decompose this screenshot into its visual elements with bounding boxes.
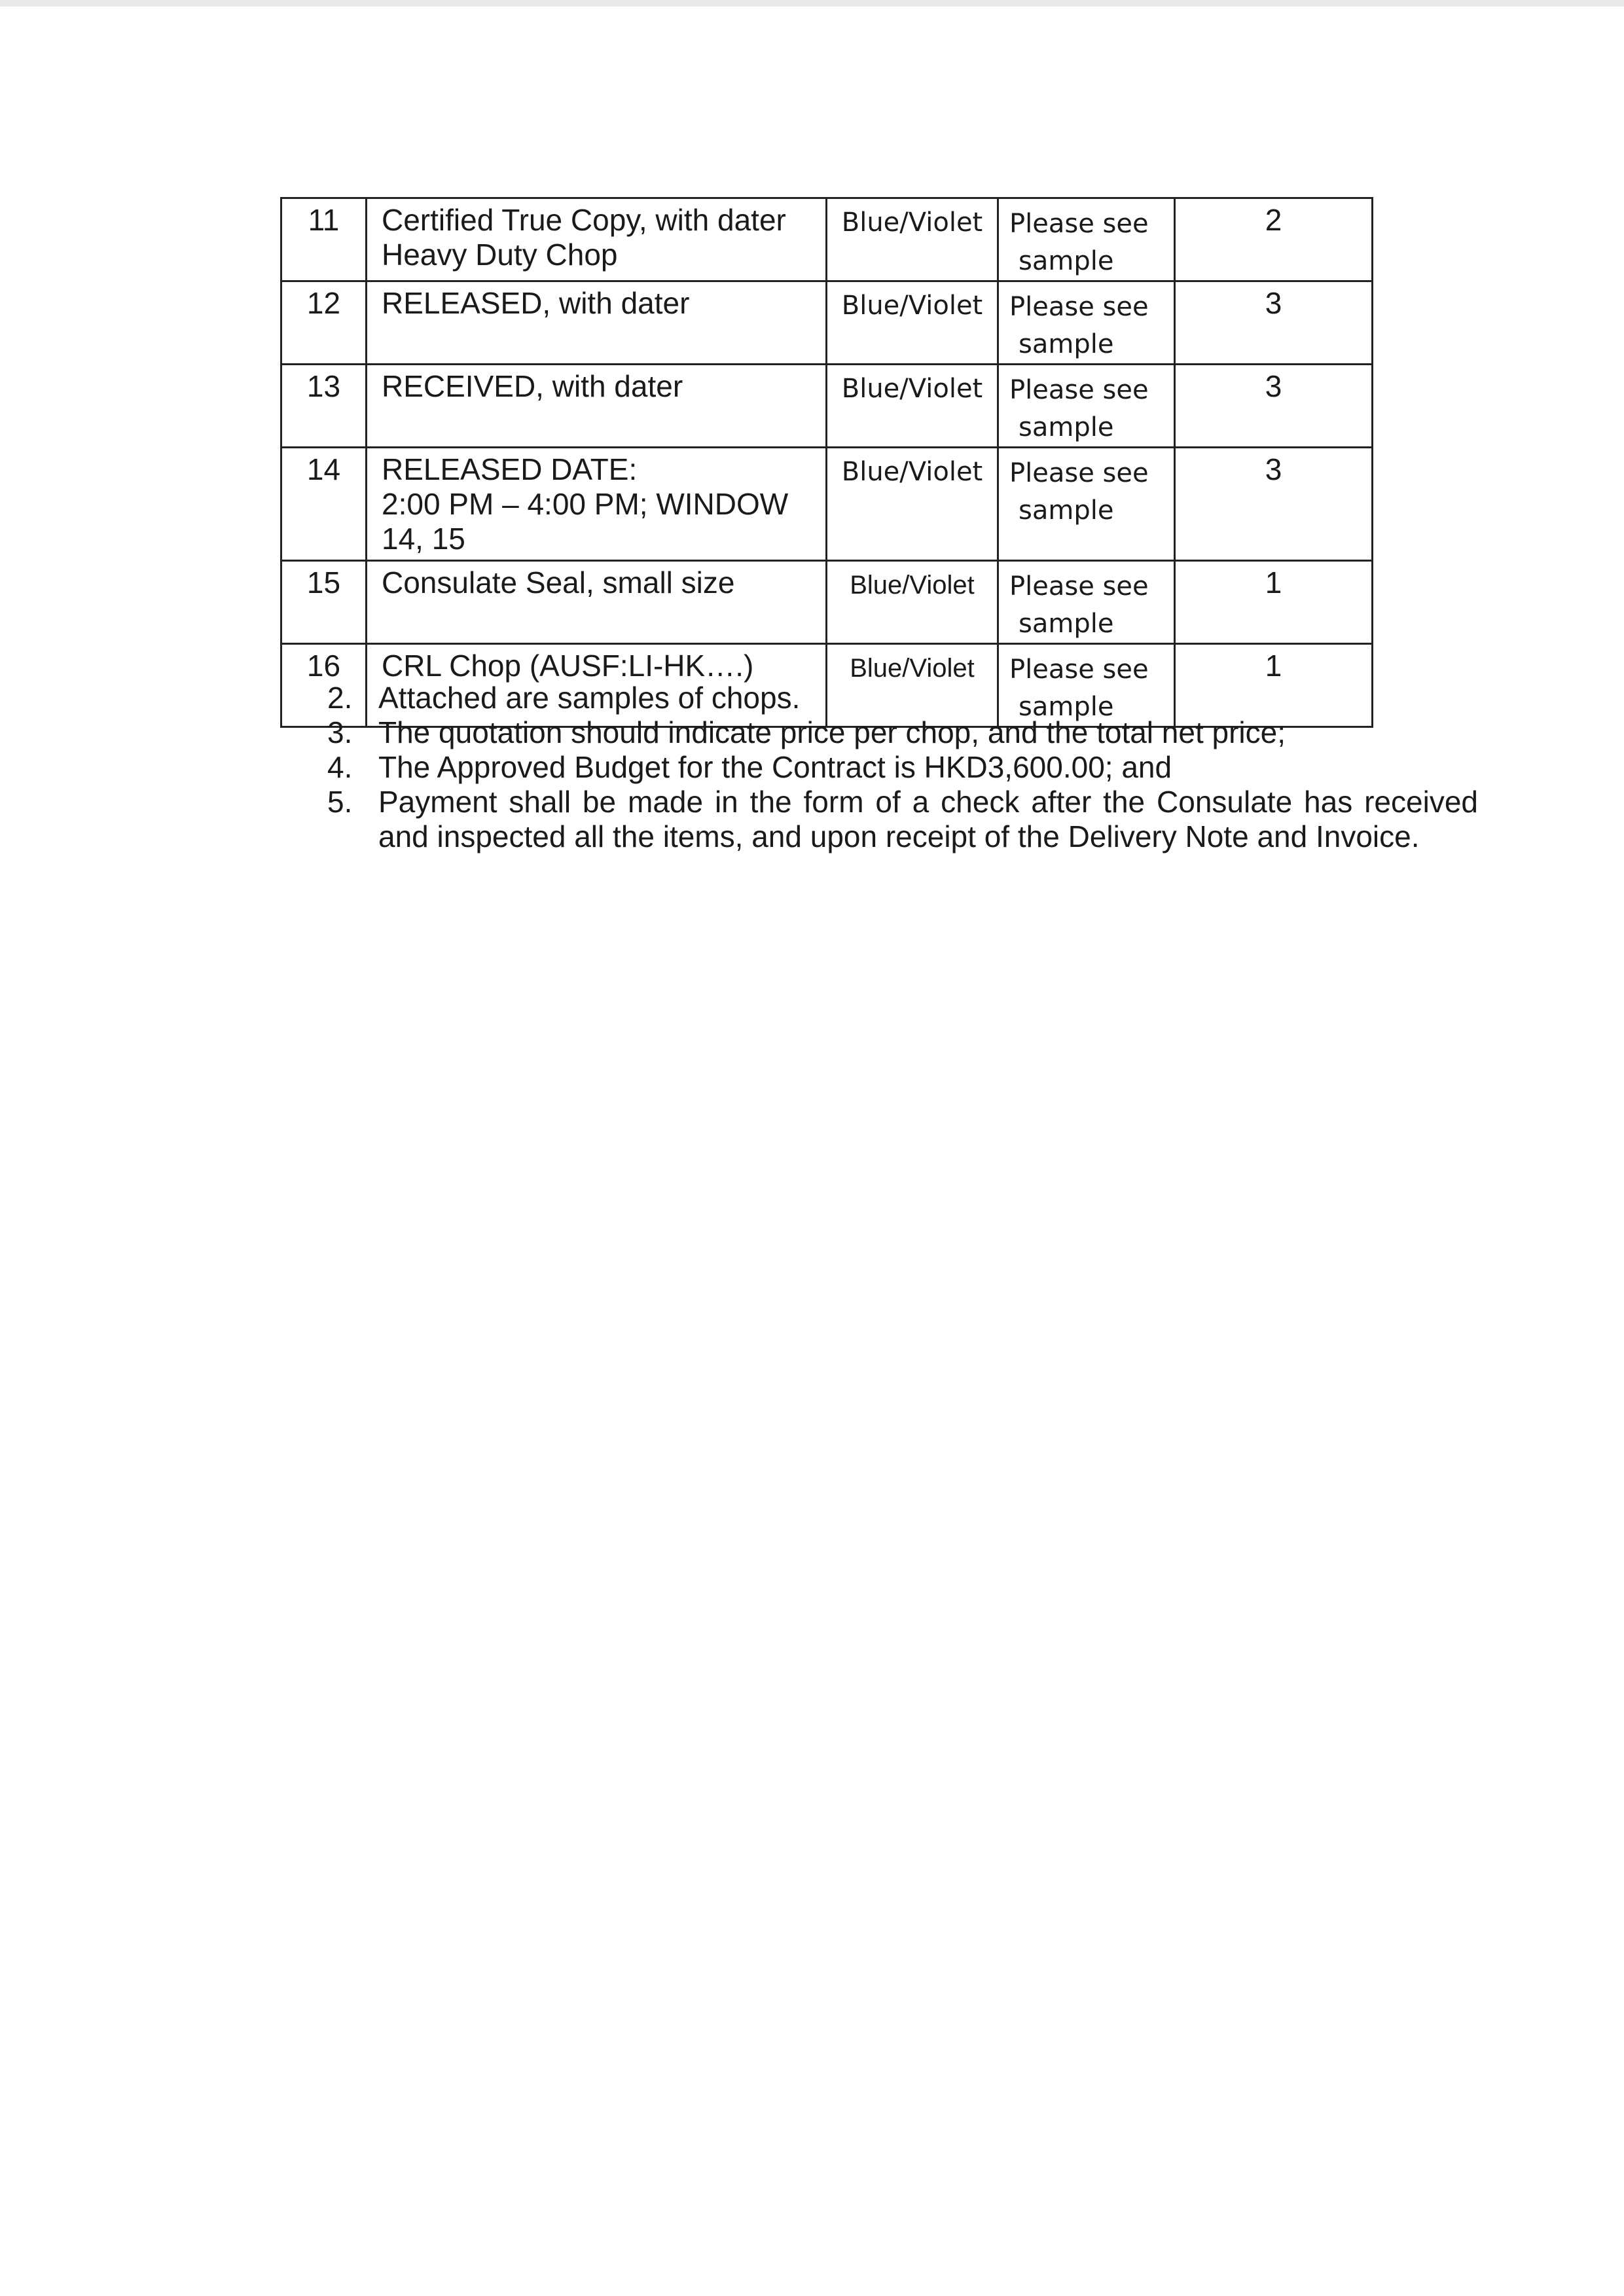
note-number: 4. xyxy=(327,750,353,784)
item-description: RELEASED DATE: 2:00 PM – 4:00 PM; WINDOW 14, 15 xyxy=(367,448,827,561)
item-number: 16 xyxy=(281,644,367,727)
note-text: Attached are samples of chops. xyxy=(378,681,801,715)
item-quantity: 1 xyxy=(1175,561,1373,644)
item-description: CRL Chop (AUSF:LI-HK….) xyxy=(367,644,827,727)
item-quantity: 3 xyxy=(1175,281,1373,365)
note-item xyxy=(327,715,1478,750)
table-row xyxy=(281,281,1373,365)
item-color: Blue/Violet xyxy=(827,644,998,727)
item-remark: Please see sample xyxy=(998,365,1175,448)
note-number: 3. xyxy=(327,715,353,749)
item-number: 12 xyxy=(281,281,367,365)
item-description: Certified True Copy, with dater Heavy Duty Chop xyxy=(367,198,827,281)
item-remark: Please see sample xyxy=(998,561,1175,644)
note-item xyxy=(327,681,1478,715)
item-quantity: 3 xyxy=(1175,448,1373,561)
item-description: Consulate Seal, small size xyxy=(367,561,827,644)
item-quantity: 3 xyxy=(1175,365,1373,448)
note-number: 2. xyxy=(327,681,353,715)
notes-list xyxy=(327,681,1478,854)
note-item xyxy=(327,750,1478,785)
note-item xyxy=(327,785,1478,854)
items-table xyxy=(280,197,1373,728)
item-color: Blue/Violet xyxy=(827,448,998,561)
table-row xyxy=(281,365,1373,448)
table-row xyxy=(281,561,1373,644)
item-color: Blue/Violet xyxy=(827,365,998,448)
item-description: RELEASED, with dater xyxy=(367,281,827,365)
table-row xyxy=(281,198,1373,281)
item-quantity: 1 xyxy=(1175,644,1373,727)
item-remark: Please see sample xyxy=(998,198,1175,281)
note-text: The Approved Budget for the Contract is HKD3,600.00; and xyxy=(378,750,1172,784)
note-text: Payment shall be made in the form of a check after the Consulate has received and inspected all the items, and upon receipt of the Delivery Note and Invoice. xyxy=(378,785,1478,853)
item-quantity: 2 xyxy=(1175,198,1373,281)
item-remark: Please see sample xyxy=(998,448,1175,561)
item-remark: Please see sample xyxy=(998,281,1175,365)
table-row xyxy=(281,448,1373,561)
item-description: RECEIVED, with dater xyxy=(367,365,827,448)
note-text: The quotation should indicate price per chop, and the total net price; xyxy=(378,715,1286,749)
note-number: 5. xyxy=(327,785,353,819)
item-number: 11 xyxy=(281,198,367,281)
item-color: Blue/Violet xyxy=(827,198,998,281)
item-number: 13 xyxy=(281,365,367,448)
item-remark: Please see sample xyxy=(998,644,1175,727)
item-number: 14 xyxy=(281,448,367,561)
item-color: Blue/Violet xyxy=(827,561,998,644)
item-color: Blue/Violet xyxy=(827,281,998,365)
item-number: 15 xyxy=(281,561,367,644)
